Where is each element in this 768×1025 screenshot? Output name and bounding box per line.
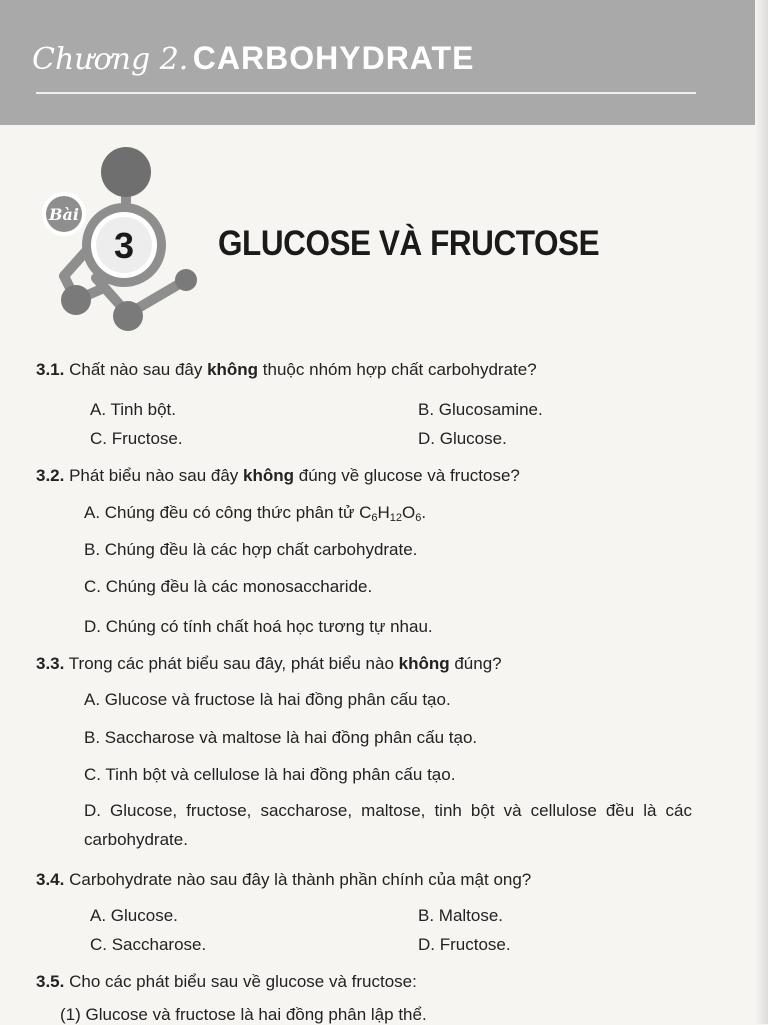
option-a: A. Chúng đều có công thức phân tử $C_6H_{12}O_6$. (84, 503, 427, 524)
option-d: D. Glucose. (418, 429, 507, 448)
option-c: C. Chúng đều là các monosaccharide. (84, 577, 373, 596)
question-3-2 (36, 466, 520, 486)
option-a: A. Tinh bột. (90, 400, 176, 419)
option-b: B. Saccharose và maltose là hai đồng phân cấu tạo. (84, 728, 478, 747)
question-3-4 (36, 870, 531, 890)
option-d: D. Chúng có tính chất hoá học tương tự nhau. (84, 617, 433, 636)
lesson-number: 3 (113, 225, 135, 266)
question-text: Trong các phát biểu sau đây, phát biểu nào không đúng? (68, 654, 502, 673)
option-c: C. Fructose. (90, 429, 183, 448)
question-3-5 (36, 972, 417, 992)
question-number: 3.2. (36, 466, 65, 485)
lesson-badge-label: Bài (49, 205, 79, 224)
option-c: C. Saccharose. (90, 935, 207, 954)
option-a: A. Glucose và fructose là hai đồng phân cấu tạo. (84, 690, 451, 709)
option-a: A. Glucose. (90, 906, 178, 925)
page-edge-shadow (755, 0, 768, 1024)
question-number: 3.1. (36, 360, 65, 379)
question-number: 3.4. (36, 870, 65, 889)
lesson-title: GLUCOSE VÀ FRUCTOSE (218, 224, 600, 263)
chemical-formula: $C_6H_{12}O_6$. (359, 503, 427, 524)
chapter-header (0, 0, 768, 125)
chapter-name: CARBOHYDRATE (192, 40, 475, 76)
question-number: 3.5. (36, 972, 65, 991)
lesson-badge-molecule-icon (34, 140, 214, 340)
statement-1: (1) Glucose và fructose là hai đồng phân lập thể. (60, 1005, 427, 1024)
option-d: D. Fructose. (418, 935, 511, 954)
option-b: B. Glucosamine. (418, 400, 543, 419)
option-d: D. Glucose, fructose, saccharose, maltose, tinh bột và cellulose đều là các carbohydrate. (84, 801, 692, 849)
question-text: Cho các phát biểu sau về glucose và fructose: (69, 972, 417, 991)
question-text: Phát biểu nào sau đây không đúng về glucose và fructose? (69, 466, 520, 485)
question-text: Chất nào sau đây không thuộc nhóm hợp chất carbohydrate? (69, 360, 537, 379)
chapter-prefix: Chương 2. (32, 42, 189, 77)
option-b: B. Chúng đều là các hợp chất carbohydrate. (84, 540, 418, 559)
question-number: 3.3. (36, 654, 65, 673)
question-3-3 (36, 654, 502, 674)
question-text: Carbohydrate nào sau đây là thành phần chính của mật ong? (69, 870, 532, 889)
question-3-1 (36, 360, 537, 380)
option-b: B. Maltose. (418, 906, 504, 925)
option-c: C. Tinh bột và cellulose là hai đồng phân cấu tạo. (84, 765, 456, 784)
header-divider (36, 92, 696, 94)
chapter-title (32, 40, 474, 77)
